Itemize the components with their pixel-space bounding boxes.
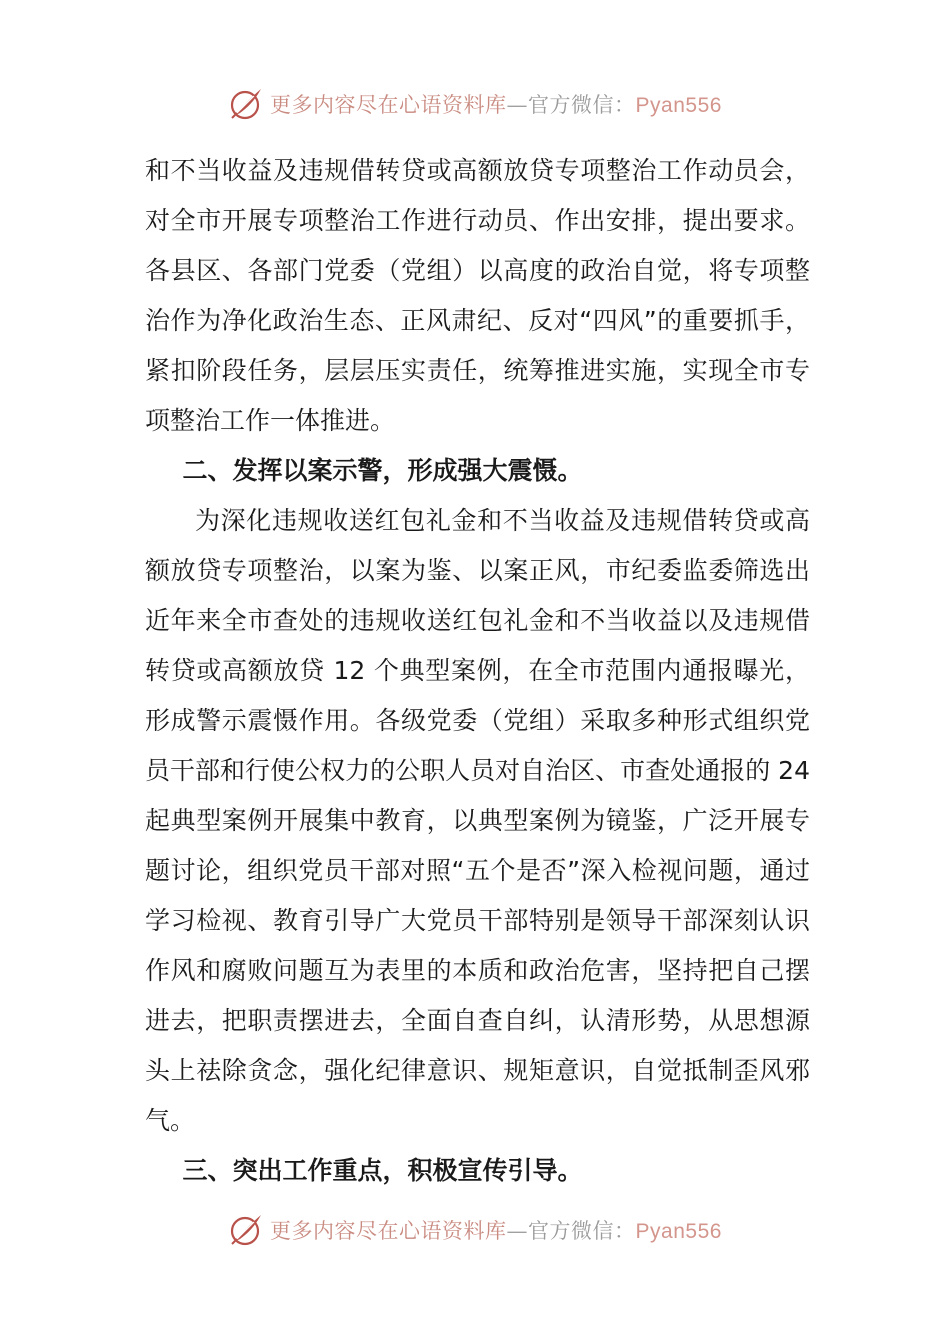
watermark-dash: — <box>506 93 529 117</box>
watermark-site-text: 更多内容尽在心语资料库 <box>270 93 507 117</box>
watermark-wechat-id: Pyan556 <box>635 1220 722 1243</box>
watermark-dash: — <box>506 1219 529 1243</box>
watermark-text <box>270 1215 722 1245</box>
document-body <box>145 146 810 1196</box>
watermark-site-text: 更多内容尽在心语资料库 <box>270 1219 507 1243</box>
watermark-wechat-label: 官方微信： <box>528 93 636 117</box>
quill-pen-logo-icon <box>228 86 264 122</box>
paragraph-two: 为深化违规收送红包礼金和不当收益及违规借转贷或高额放贷专项整治，以案为鉴、以案正风，市纪委监委筛选出近年来全市查处的违规收送红包礼金和不当收益以及违规借转贷或高额放贷 12 个典型案例，在全市范围内通报曝光，形成警示震慑作用。各级党委（党组）采取多种形式组织党员干部和行使公权力的公职人员对自治区、市查处通报的 24 起典型案例开展集中教育，以典型案例为镜鉴，广泛开展专题讨论，组织党员干部对照“五个是否”深入检视问题，通过学习检视、教育引导广大党员干部特别是领导干部深刻认识作风和腐败问题互为表里的本质和政治危害，坚持把自己摆进去，把职责摆进去，全面自查自纠，认清形势，从思想源头上祛除贪念，强化纪律意识、规矩意识，自觉抵制歪风邪气。 <box>145 506 810 1135</box>
watermark-text <box>270 89 722 119</box>
section-heading-two: 二、发挥以案示警，形成强大震慑。 <box>182 456 583 485</box>
watermark-wechat-id: Pyan556 <box>635 94 722 117</box>
quill-pen-logo-icon <box>228 1212 264 1248</box>
section-heading-three: 三、突出工作重点，积极宣传引导。 <box>182 1156 583 1185</box>
paragraph-continuation: 和不当收益及违规借转贷或高额放贷专项整治工作动员会，对全市开展专项整治工作进行动员、作出安排，提出要求。各县区、各部门党委（党组）以高度的政治自觉，将专项整治作为净化政治生态、正风肃纪、反对“四风”的重要抓手，紧扣阶段任务，层层压实责任，统筹推进实施，实现全市专项整治工作一体推进。 <box>145 156 810 435</box>
footer-watermark <box>0 1208 950 1252</box>
watermark-wechat-label: 官方微信： <box>528 1219 636 1243</box>
header-watermark <box>0 82 950 126</box>
